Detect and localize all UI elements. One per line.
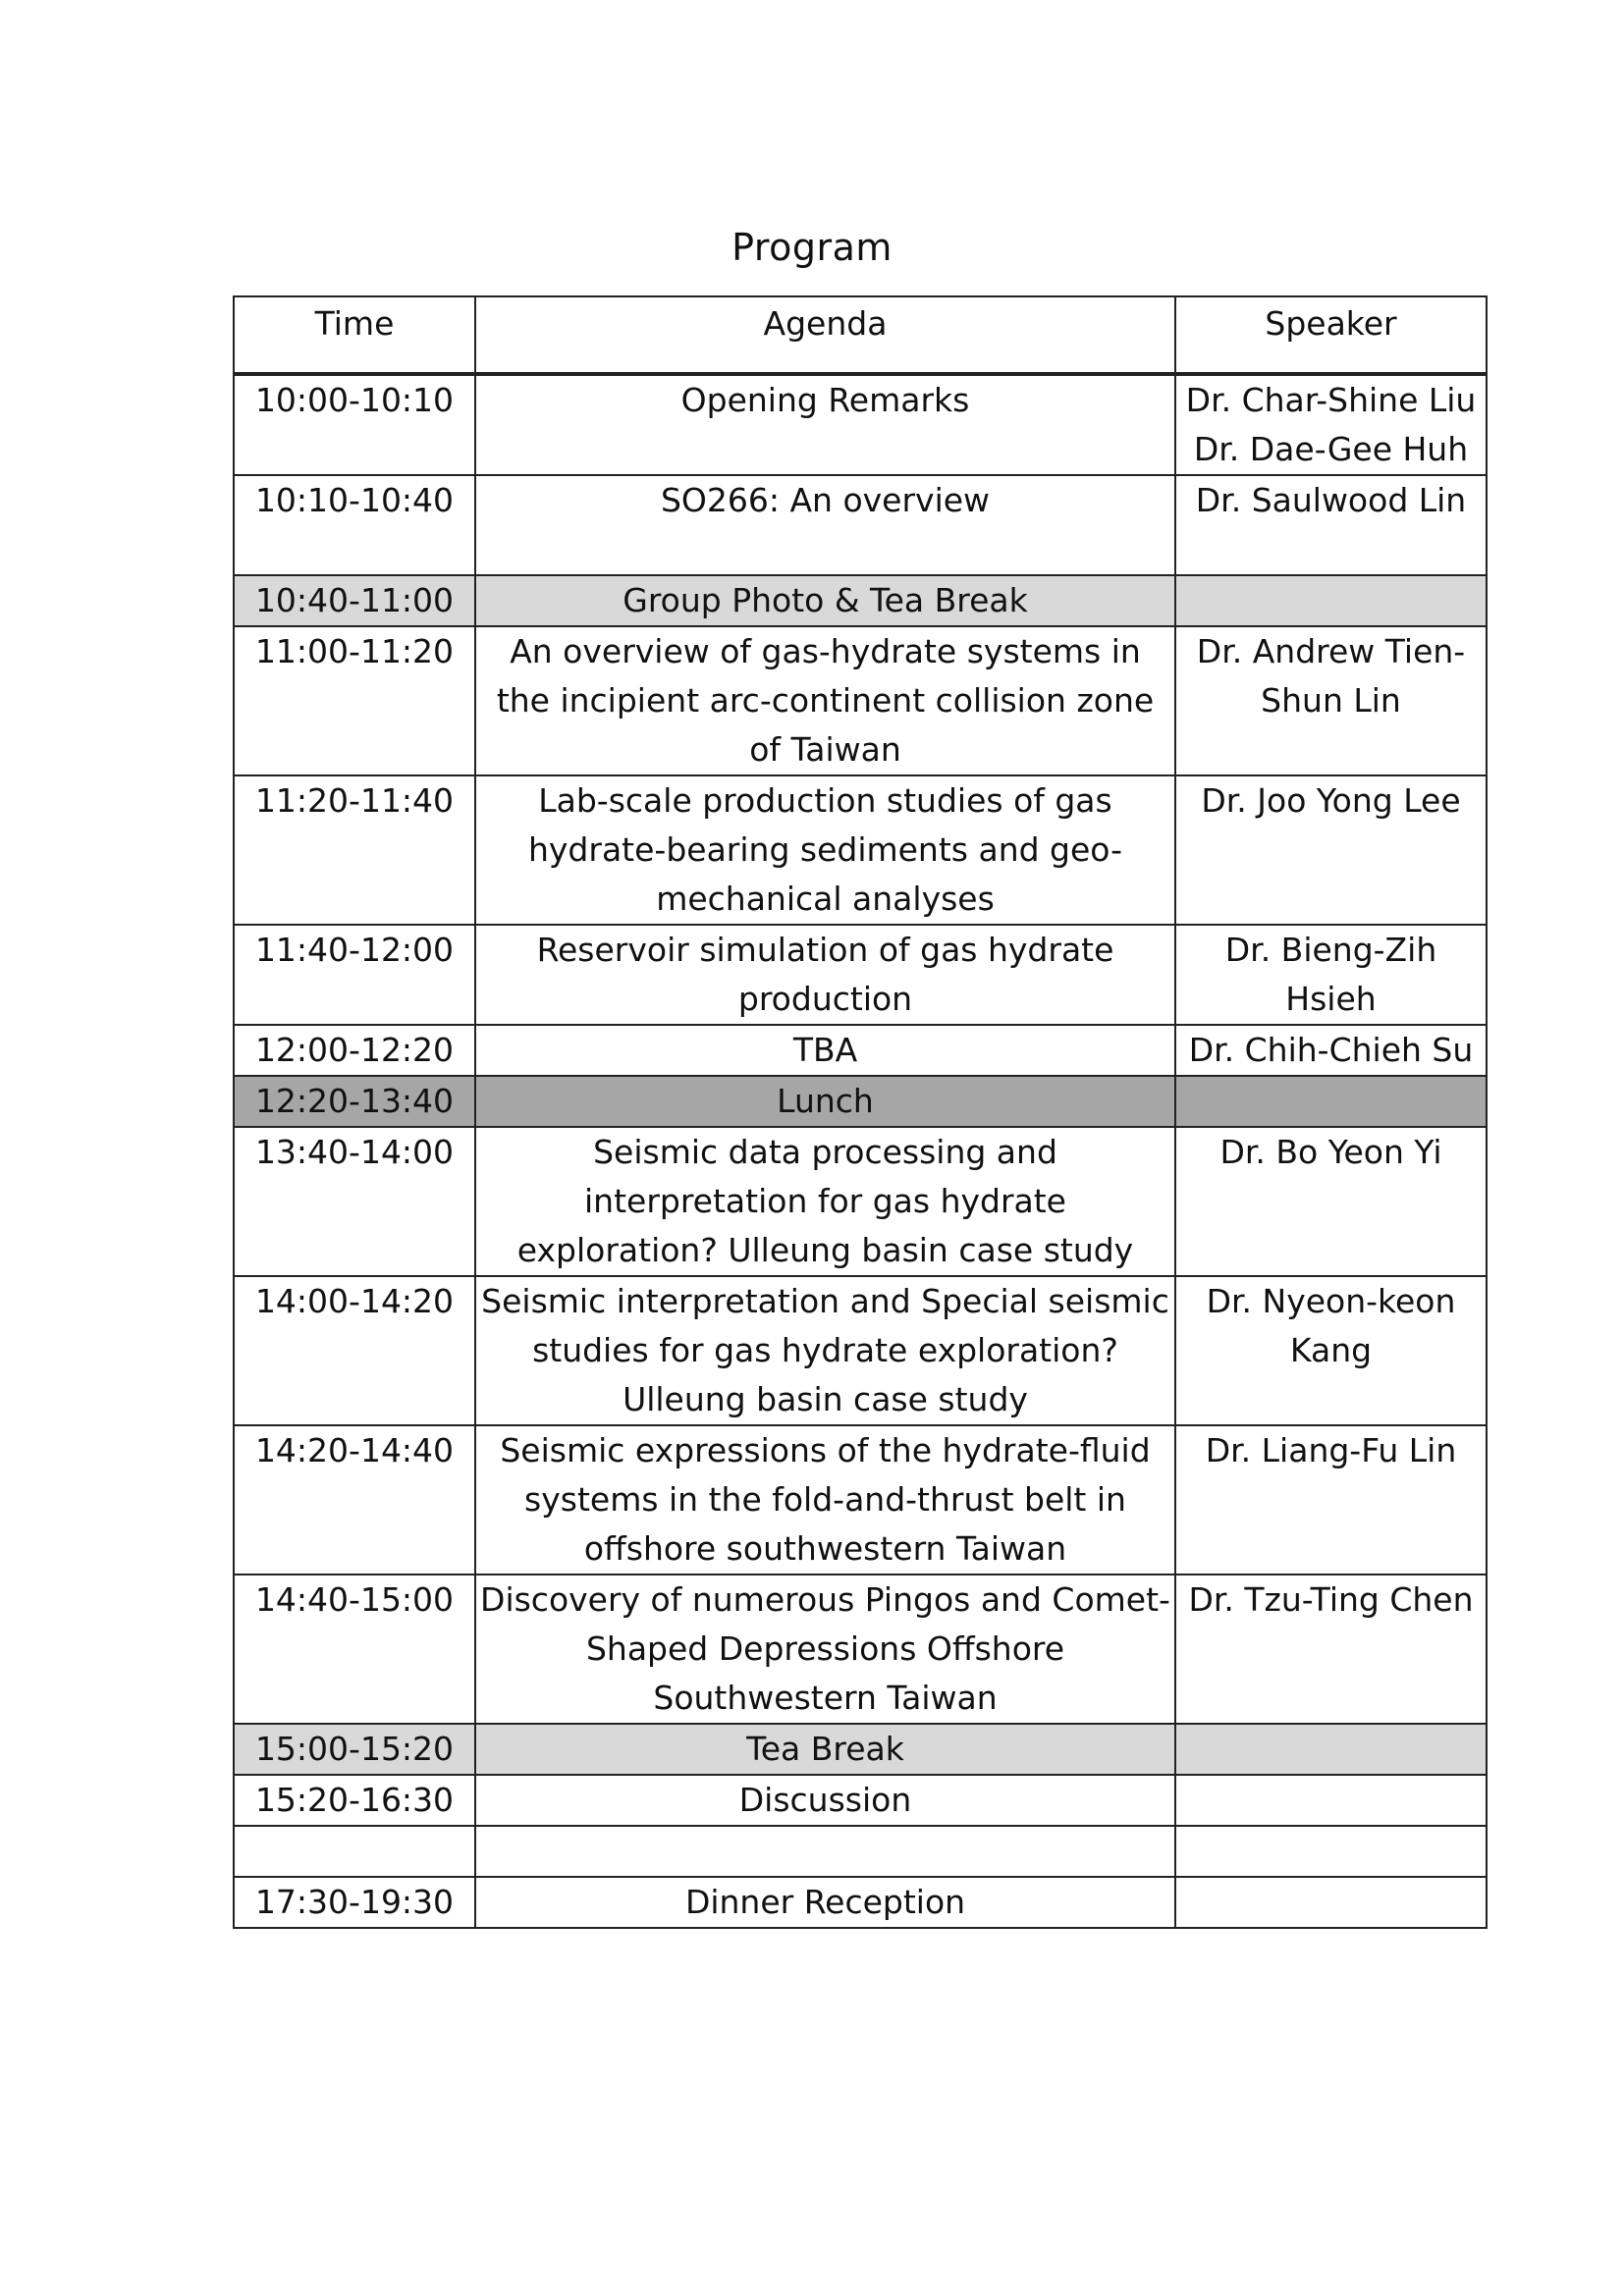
agenda-cell: Discovery of numerous Pingos and Comet-Shaped Depressions Offshore Southwestern Taiwan — [475, 1575, 1175, 1724]
time-column-header: Time — [234, 296, 475, 374]
agenda-cell: Reservoir simulation of gas hydrate production — [475, 925, 1175, 1025]
time-cell: 14:40-15:00 — [234, 1575, 475, 1724]
agenda-cell — [475, 1826, 1175, 1877]
agenda-cell: Tea Break — [475, 1724, 1175, 1775]
table-row — [234, 925, 1487, 1025]
speaker-cell — [1175, 575, 1487, 626]
time-cell — [234, 1826, 475, 1877]
time-cell: 10:40-11:00 — [234, 575, 475, 626]
table-row — [234, 1877, 1487, 1928]
page-title: Program — [731, 226, 893, 269]
table-row — [234, 575, 1487, 626]
speaker-cell — [1175, 1826, 1487, 1877]
table-row — [234, 1425, 1487, 1575]
speaker-cell: Dr. Bieng-Zih Hsieh — [1175, 925, 1487, 1025]
time-cell: 11:20-11:40 — [234, 775, 475, 925]
time-cell: 11:00-11:20 — [234, 626, 475, 775]
time-cell: 14:20-14:40 — [234, 1425, 475, 1575]
agenda-cell: Group Photo & Tea Break — [475, 575, 1175, 626]
time-cell: 15:00-15:20 — [234, 1724, 475, 1775]
speaker-cell: Dr. Andrew Tien-Shun Lin — [1175, 626, 1487, 775]
speaker-cell: Dr. Chih-Chieh Su — [1175, 1025, 1487, 1076]
table-row — [234, 1575, 1487, 1724]
agenda-cell: Dinner Reception — [475, 1877, 1175, 1928]
speaker-column-header: Speaker — [1175, 296, 1487, 374]
table-row — [234, 1826, 1487, 1877]
speaker-cell: Dr. Nyeon-keon Kang — [1175, 1276, 1487, 1425]
agenda-column-header: Agenda — [475, 296, 1175, 374]
speaker-cell: Dr. Tzu-Ting Chen — [1175, 1575, 1487, 1724]
table-header-row — [234, 296, 1487, 374]
agenda-cell: An overview of gas-hydrate systems in the incipient arc-continent collision zone of Taiwan — [475, 626, 1175, 775]
table-row — [234, 374, 1487, 475]
table-row — [234, 1076, 1487, 1127]
table-row — [234, 1025, 1487, 1076]
table-row — [234, 626, 1487, 775]
time-cell: 14:00-14:20 — [234, 1276, 475, 1425]
table-row — [234, 475, 1487, 575]
speaker-cell — [1175, 1775, 1487, 1826]
program-table-body — [234, 374, 1487, 1928]
speaker-cell: Dr. Char-Shine Liu Dr. Dae-Gee Huh — [1175, 374, 1487, 475]
agenda-cell: Opening Remarks — [475, 374, 1175, 475]
time-cell: 10:00-10:10 — [234, 374, 475, 475]
agenda-cell: Lunch — [475, 1076, 1175, 1127]
agenda-cell: Seismic data processing and interpretation for gas hydrate exploration? Ulleung basin case study — [475, 1127, 1175, 1276]
speaker-cell — [1175, 1076, 1487, 1127]
time-cell: 10:10-10:40 — [234, 475, 475, 575]
table-row — [234, 1127, 1487, 1276]
speaker-cell — [1175, 1724, 1487, 1775]
speaker-cell — [1175, 1877, 1487, 1928]
table-row — [234, 1724, 1487, 1775]
agenda-cell: TBA — [475, 1025, 1175, 1076]
speaker-cell: Dr. Liang-Fu Lin — [1175, 1425, 1487, 1575]
agenda-cell: SO266: An overview — [475, 475, 1175, 575]
time-cell: 13:40-14:00 — [234, 1127, 475, 1276]
time-cell: 12:20-13:40 — [234, 1076, 475, 1127]
speaker-cell: Dr. Joo Yong Lee — [1175, 775, 1487, 925]
time-cell: 12:00-12:20 — [234, 1025, 475, 1076]
time-cell: 11:40-12:00 — [234, 925, 475, 1025]
speaker-cell: Dr. Bo Yeon Yi — [1175, 1127, 1487, 1276]
agenda-cell: Discussion — [475, 1775, 1175, 1826]
agenda-cell: Lab-scale production studies of gas hydrate-bearing sediments and geo-mechanical analyses — [475, 775, 1175, 925]
table-row — [234, 1775, 1487, 1826]
program-table — [233, 295, 1488, 1929]
speaker-cell: Dr. Saulwood Lin — [1175, 475, 1487, 575]
time-cell: 15:20-16:30 — [234, 1775, 475, 1826]
time-cell: 17:30-19:30 — [234, 1877, 475, 1928]
table-row — [234, 1276, 1487, 1425]
table-row — [234, 775, 1487, 925]
agenda-cell: Seismic expressions of the hydrate-fluid systems in the fold-and-thrust belt in offshore southwestern Taiwan — [475, 1425, 1175, 1575]
agenda-cell: Seismic interpretation and Special seismic studies for gas hydrate exploration? Ulleung basin case study — [475, 1276, 1175, 1425]
